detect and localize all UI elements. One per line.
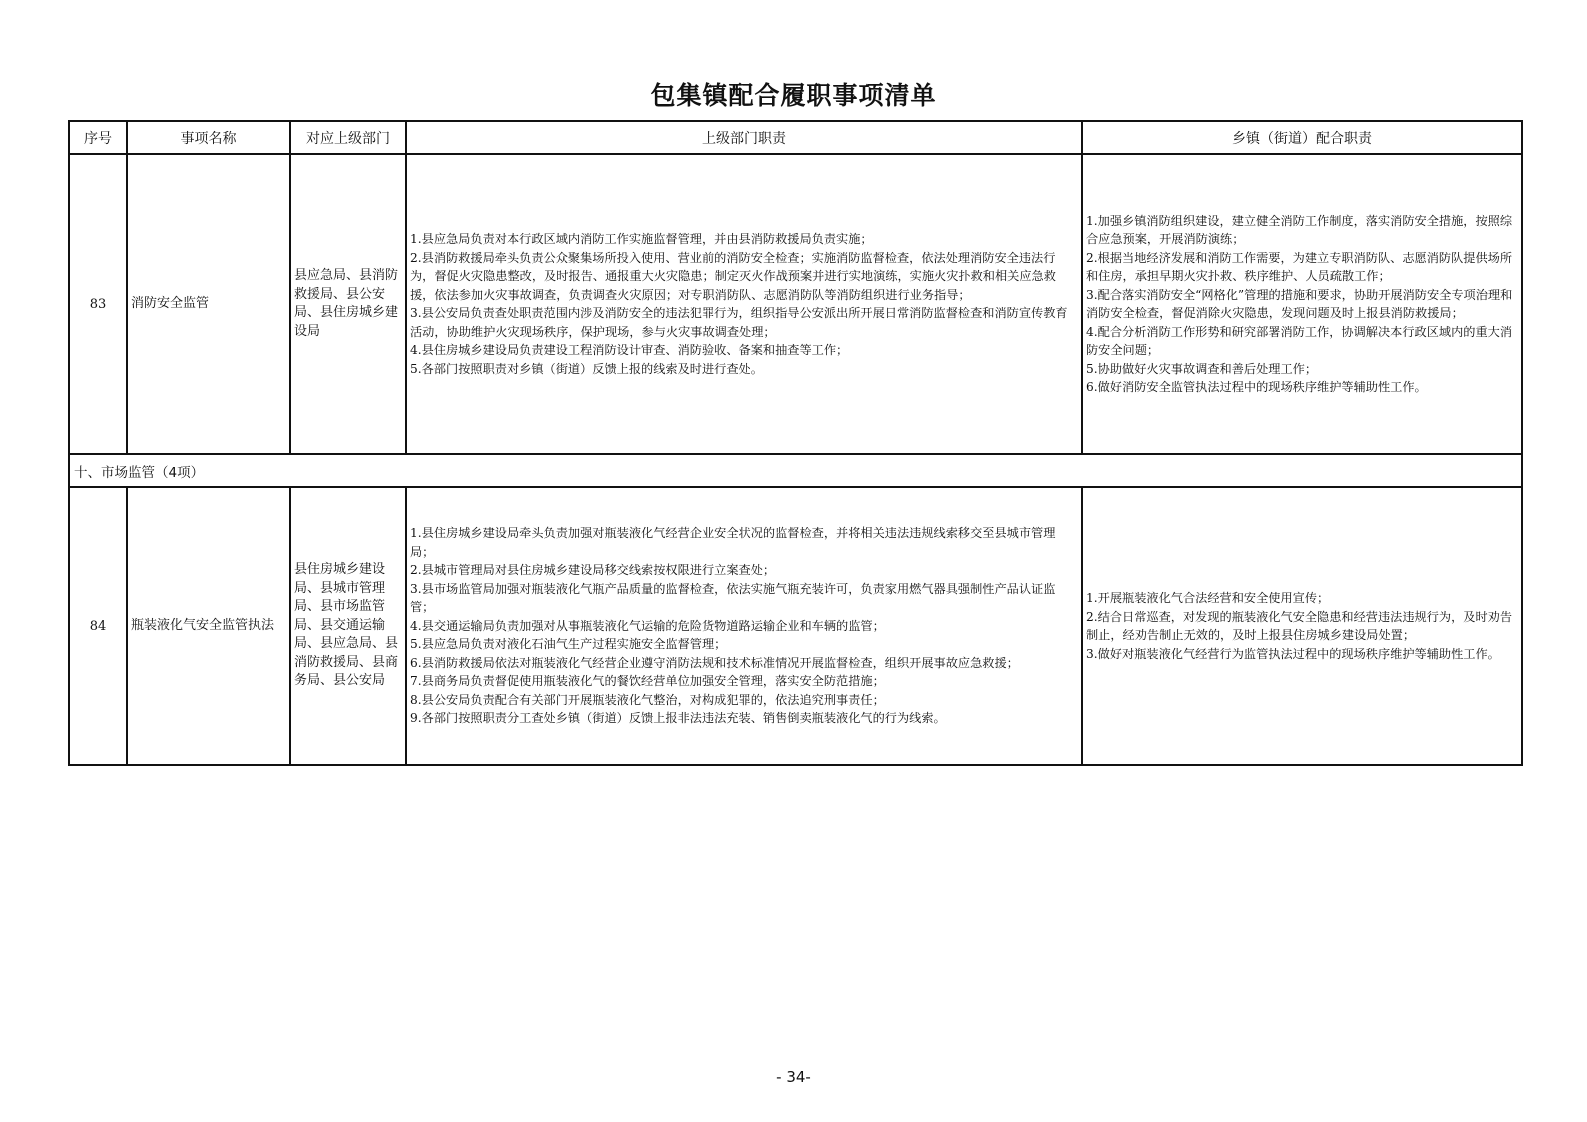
page-title: 包集镇配合履职事项清单 [650,81,937,110]
row-duty: 1.县住房城乡建设局牵头负责加强对瓶装液化气经营企业安全状况的监督检查，并将相关违法违规线索移交至县城市管理局； 2.县城市管理局对县住房城乡建设局移交线索按权限进行立案查处； 3.县市场监管局加强对瓶装液化气瓶产品质量的监督检查，依法实施气瓶充装许可，负责家用燃气器具强制性产品认证监管； 4.县交通运输局负责加强对从事瓶装液化气运输的危险货物道路运输企业和车辆的监管； 5.县应急局负责对液化石油气生产过程实施安全监督管理； 6.县消防救援局依法对瓶装液化气经营企业遵守消防法规和技术标准情况开展监督检查，组织开展事故应急救援； 7.县商务局负责督促使用瓶装液化气的餐饮经营单位加强安全管理，落实安全防范措施； 8.县公安局负责配合有关部门开展瓶装液化气整治，对构成犯罪的，依法追究刑事责任； 9.各部门按照职责分工查处乡镇（街道）反馈上报非法违法充装、销售倒卖瓶装液化气的行为线索。 [406,487,1082,765]
header-seq: 序号 [69,121,127,154]
row-seq: 83 [69,154,127,454]
row-duty: 1.县应急局负责对本行政区域内消防工作实施监督管理，并由县消防救援局负责实施； 2.县消防救援局牵头负责公众聚集场所投入使用、营业前的消防安全检查；实施消防监督检查，依法处理消防安全违法行为，督促火灾隐患整改，及时报告、通报重大火灾隐患；制定灭火作战预案并进行实地演练，实施火灾扑救和相关应急救援，依法参加火灾事故调查，负责调查火灾原因；对专职消防队、志愿消防队等消防组织进行业务指导； 3.县公安局负责查处职责范围内涉及消防安全的违法犯罪行为，组织指导公安派出所开展日常消防监督检查和消防宣传教育活动，协助维护火灾现场秩序，保护现场，参与火灾事故调查处理； 4.县住房城乡建设局负责建设工程消防设计审查、消防验收、备案和抽查等工作； 5.各部门按照职责对乡镇（街道）反馈上报的线索及时进行查处。 [406,154,1082,454]
header-dept: 对应上级部门 [290,121,406,154]
duty-list-table [68,120,1523,766]
header-duty: 上级部门职责 [406,121,1082,154]
section-row [69,454,1522,487]
row-dept: 县住房城乡建设局、县城市管理局、县市场监管局、县交通运输局、县应急局、县消防救援局、县商务局、县公安局 [290,487,406,765]
header-name: 事项名称 [127,121,290,154]
row-item-name: 瓶装液化气安全监管执法 [127,487,290,765]
row-coop: 1.开展瓶装液化气合法经营和安全使用宣传； 2.结合日常巡查，对发现的瓶装液化气安全隐患和经营违法违规行为，及时劝告制止，经劝告制止无效的，及时上报县住房城乡建设局处置； 3.做好对瓶装液化气经营行为监管执法过程中的现场秩序维护等辅助性工作。 [1082,487,1522,765]
header-coop: 乡镇（街道）配合职责 [1082,121,1522,154]
row-coop: 1.加强乡镇消防组织建设，建立健全消防工作制度，落实消防安全措施，按照综合应急预案，开展消防演练； 2.根据当地经济发展和消防工作需要，为建立专职消防队、志愿消防队提供场所和住房，承担早期火灾扑救、秩序维护、人员疏散工作； 3.配合落实消防安全“网格化”管理的措施和要求，协助开展消防安全专项治理和消防安全检查，督促消除火灾隐患，发现问题及时上报县消防救援局； 4.配合分析消防工作形势和研究部署消防工作，协调解决本行政区域内的重大消防安全问题； 5.协助做好火灾事故调查和善后处理工作； 6.做好消防安全监管执法过程中的现场秩序维护等辅助性工作。 [1082,154,1522,454]
table-row [69,487,1522,765]
table-row [69,154,1522,454]
row-dept: 县应急局、县消防救援局、县公安局、县住房城乡建设局 [290,154,406,454]
row-item-name: 消防安全监管 [127,154,290,454]
table-header-row [69,121,1522,154]
section-heading: 十、市场监管（4项） [69,454,1522,487]
page-number: - 34- [776,1068,811,1086]
row-seq: 84 [69,487,127,765]
